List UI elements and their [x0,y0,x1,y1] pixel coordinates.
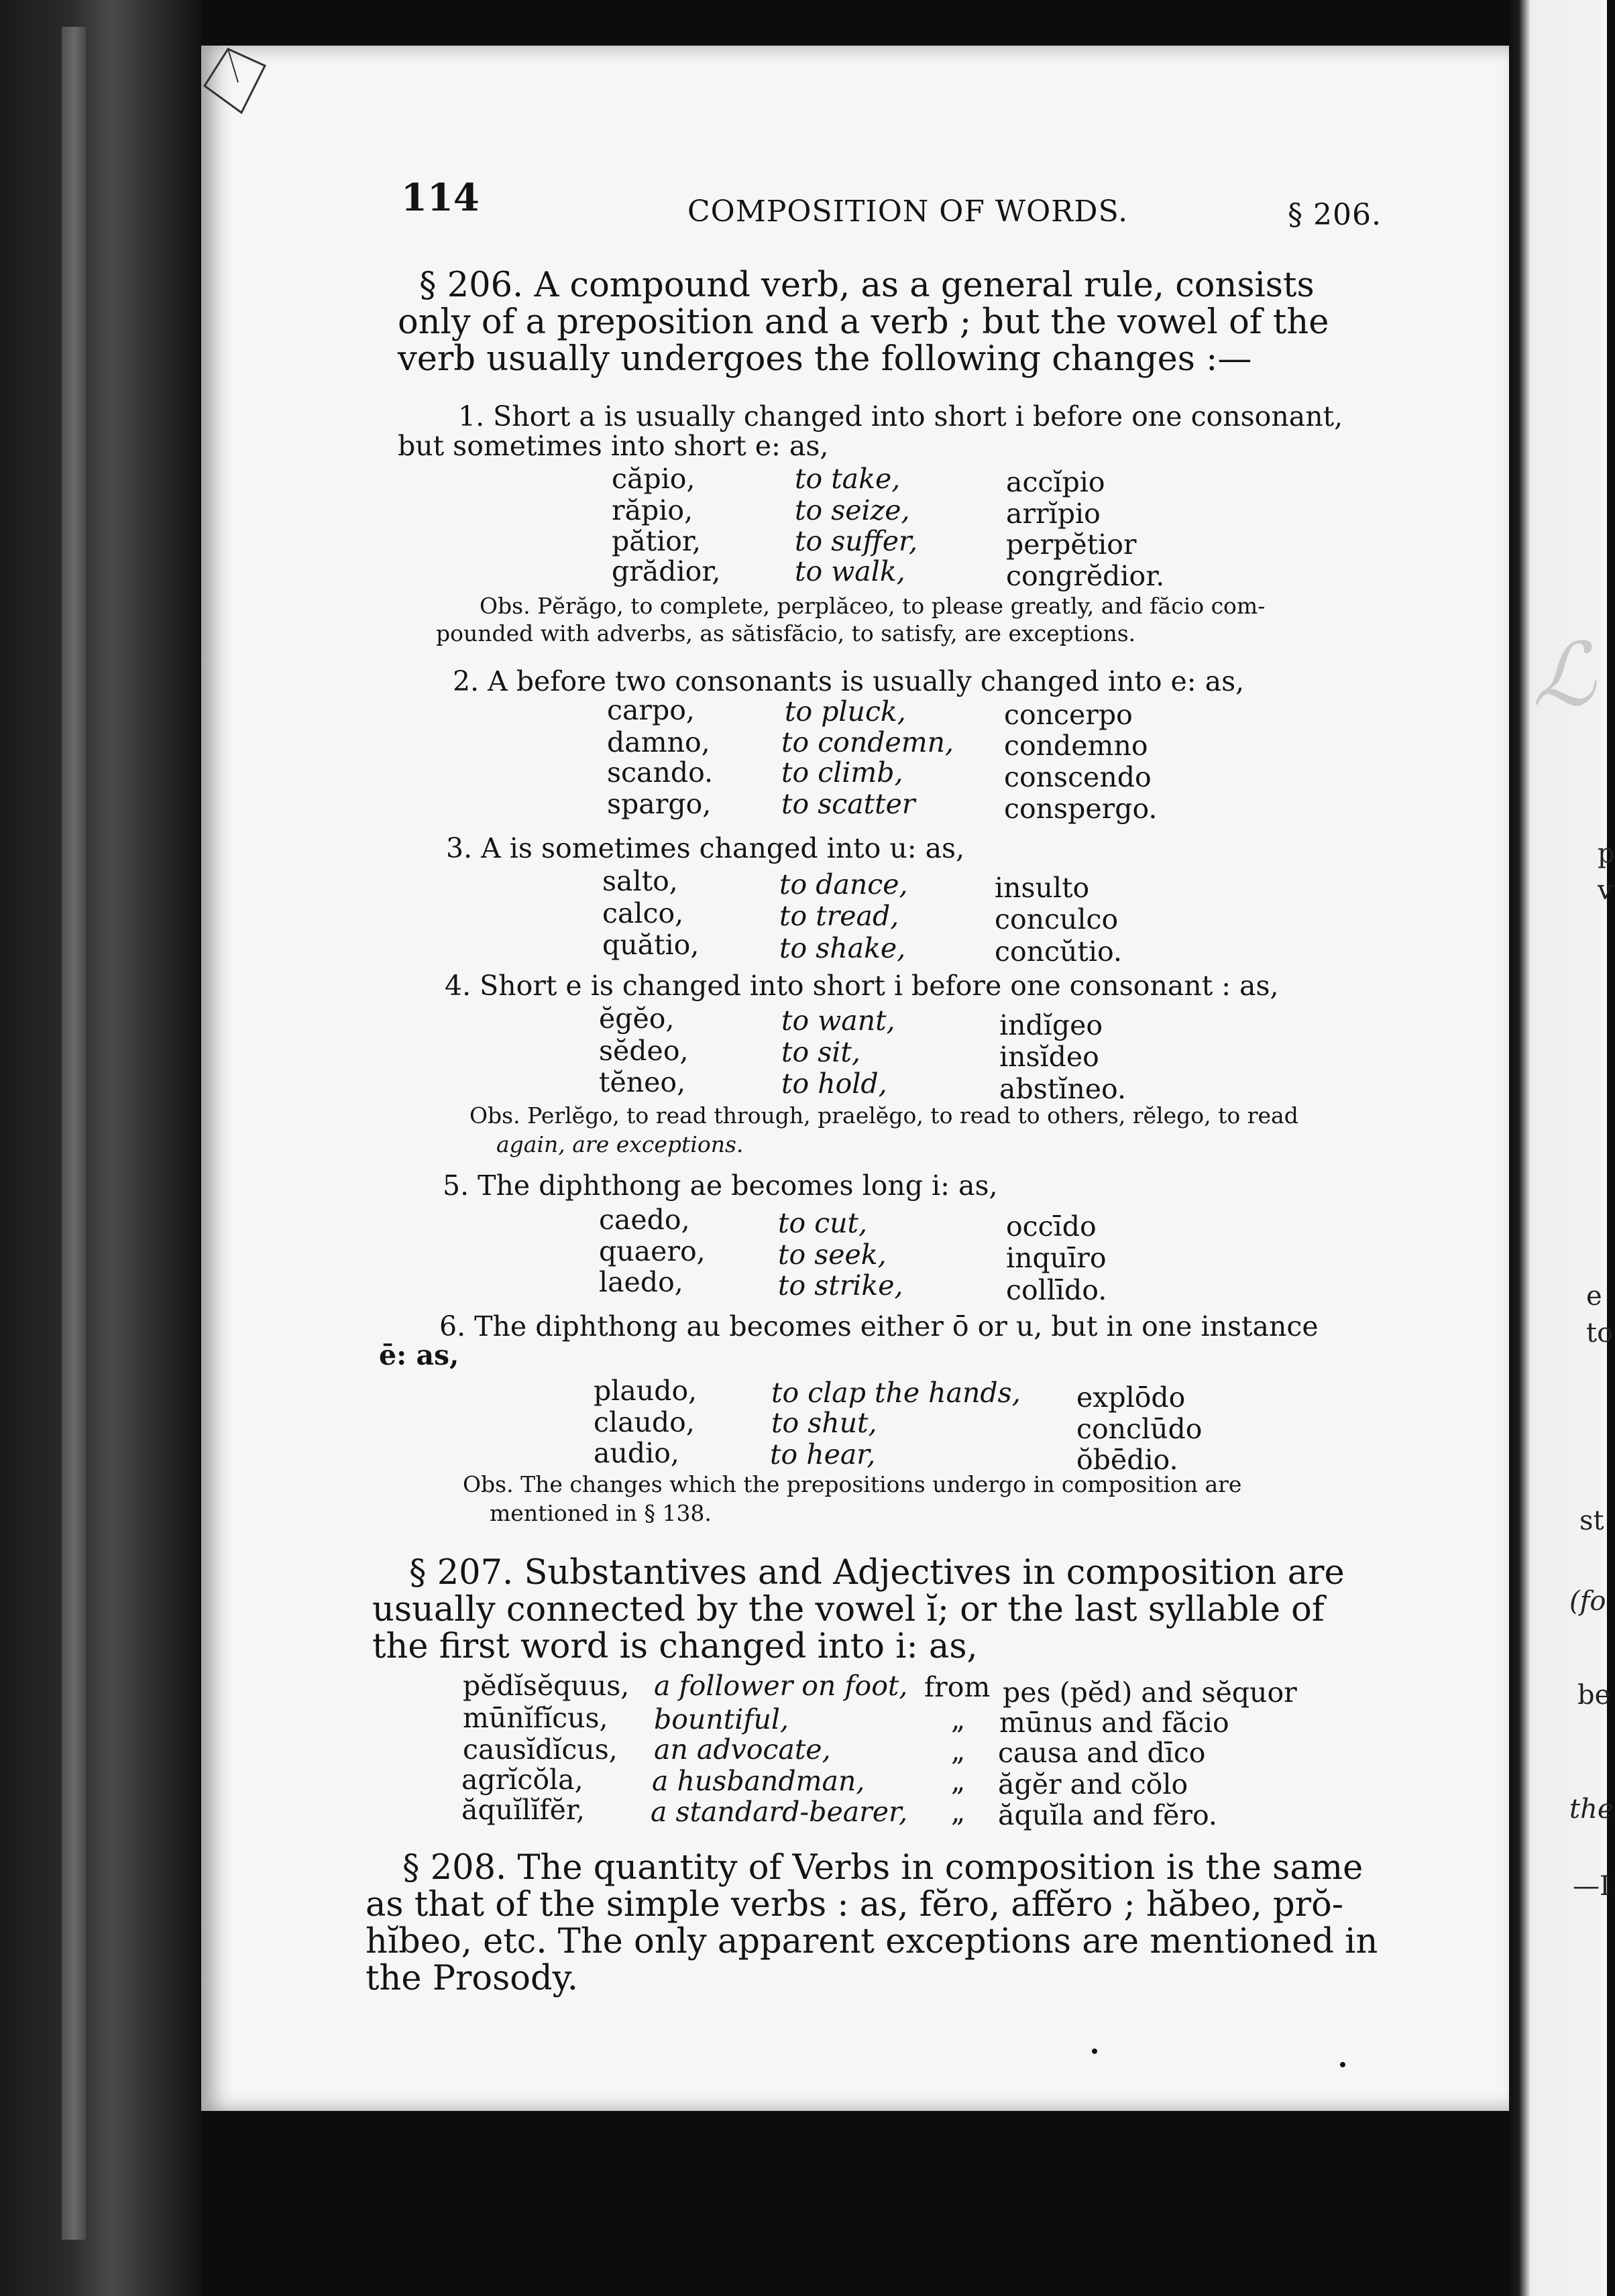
section-208-line: hĭbeo, etc. The only apparent exceptions are mentioned in [366,1922,1378,1961]
english-meaning: a standard-bearer, [651,1796,908,1828]
obs-note-line: Obs. The changes which the prepositions undergo in composition are [463,1471,1242,1497]
english-meaning: to scatter [781,788,915,820]
compound-verb: explōdo [1076,1381,1186,1414]
ditto-mark: „ [951,1796,966,1828]
latin-word: scando. [607,756,714,789]
english-meaning: to clap the hands, [771,1377,1021,1409]
section-208-line: § 208. The quantity of Verbs in composition is the same [402,1848,1363,1888]
from-marker: from [924,1671,991,1703]
section-208-line: as that of the simple verbs : as, fĕro, affĕro ; hăbeo, prŏ- [366,1885,1344,1925]
english-meaning: to strike, [778,1269,903,1302]
rule-line: 1. Short a is usually changed into short i before one consonant, [458,400,1343,433]
compound-verb: concerpo [1004,699,1133,731]
compound-verb: occīdo [1006,1210,1097,1243]
adjacent-text-fragment: st [1579,1505,1604,1536]
english-meaning: a follower on foot, [654,1670,908,1702]
compound-verb: insulto [995,872,1090,904]
english-meaning: to hold, [781,1068,887,1100]
latin-word: caedo, [599,1204,690,1236]
compound-verb: congrĕdior. [1006,560,1165,592]
compound-verb: condemno [1004,730,1148,762]
rule-line: 3. A is sometimes changed into u: as, [446,832,965,864]
latin-word: sĕdeo, [599,1035,689,1067]
english-meaning: to hear, [770,1438,876,1471]
folded-corner-icon [201,46,275,119]
origin-words: pes (pĕd) and sĕquor [1003,1676,1297,1709]
latin-word: ăquĭlĭfĕr, [461,1794,585,1826]
obs-note-line: pounded with adverbs, as sătisfăcio, to satisfy, are exceptions. [436,620,1136,646]
english-meaning: to dance, [779,868,908,901]
ink-speck [1092,2049,1097,2054]
obs-note-line: mentioned in § 138. [490,1500,712,1526]
english-meaning: an advocate, [654,1733,831,1766]
latin-word: salto, [602,865,678,897]
english-meaning: to seek, [778,1239,887,1271]
latin-word: răpio, [612,494,693,526]
compound-verb: inquīro [1006,1242,1107,1274]
latin-word: quătio, [602,929,700,961]
latin-word: pătior, [612,525,702,557]
latin-word: calco, [602,897,684,929]
book-binding [0,0,201,2296]
adjacent-text-fragment: the [1569,1794,1614,1825]
section-207-intro-line: usually connected by the vowel ĭ; or the last syllable of [372,1590,1325,1629]
adjacent-text-fragment: p [1598,838,1615,869]
english-meaning: to suffer, [795,525,918,557]
compound-verb: arrĭpio [1006,498,1101,530]
compound-verb: concŭtio. [995,935,1123,968]
latin-word: quaero, [599,1235,706,1267]
compound-verb: conscendo [1004,761,1152,793]
ditto-mark: „ [951,1735,966,1767]
rule-line: 5. The diphthong ae becomes long i: as, [443,1169,998,1202]
origin-words: mūnus and făcio [999,1707,1229,1739]
ditto-mark: „ [951,1765,966,1797]
compound-verb: indĭgeo [999,1009,1103,1041]
english-meaning: to cut, [778,1207,868,1239]
adjacent-page [1509,0,1607,2296]
running-title: COMPOSITION OF WORDS. [687,194,1129,229]
rule-line: 2. A before two consonants is usually changed into e: as, [453,665,1245,697]
section-206-intro-line: § 206. A compound verb, as a general rule, consists [419,266,1315,305]
origin-words: causa and dīco [998,1737,1206,1769]
page-number: 114 [401,176,480,220]
english-meaning: a husbandman, [652,1765,865,1797]
adjacent-text-fragment: be [1577,1680,1611,1711]
compound-verb: conculco [995,903,1119,935]
pencil-mark: ℒ [1533,624,1596,726]
english-meaning: to pluck, [785,695,906,728]
latin-word: tĕneo, [599,1066,686,1098]
latin-word: claudo, [594,1406,695,1438]
obs-note-line: Obs. Perlĕgo, to read through, praelĕgo, to read to others, rĕlego, to read [469,1102,1298,1129]
english-meaning: to walk, [795,555,905,587]
latin-word: pĕdĭsĕquus, [463,1670,630,1702]
english-meaning: to shut, [771,1407,877,1439]
section-208-line: the Prosody. [366,1959,578,1998]
compound-verb: conspergo. [1004,793,1158,825]
adjacent-text-fragment: (fo [1569,1586,1606,1617]
rule-line: 4. Short e is changed into short i before one consonant : as, [445,970,1279,1002]
rule-line: ē: as, [379,1339,459,1371]
latin-word: agrĭcŏla, [461,1764,583,1796]
section-reference: § 206. [1288,198,1382,232]
binding-edge [62,27,86,2240]
adjacent-text-fragment: —I [1573,1871,1610,1902]
section-206-intro-line: verb usually undergoes the following changes :— [398,339,1252,379]
latin-word: laedo, [599,1266,683,1298]
ink-speck [1340,2062,1345,2067]
english-meaning: to condemn, [781,726,954,758]
section-207-intro-line: the first word is changed into i: as, [372,1627,978,1666]
latin-word: audio, [594,1437,679,1469]
compound-verb: perpĕtior [1006,528,1137,561]
english-meaning: to climb, [781,756,903,789]
compound-verb: conclūdo [1076,1413,1203,1445]
latin-word: damno, [607,726,710,758]
rule-line: 6. The diphthong au becomes either ō or u, but in one instance [439,1310,1319,1342]
latin-word: carpo, [607,694,695,726]
origin-words: ăquĭla and fĕro. [998,1799,1217,1831]
english-meaning: to tread, [779,900,899,932]
latin-word: causĭdĭcus, [463,1733,618,1766]
english-meaning: to seize, [795,494,910,526]
adjacent-text-fragment: e [1586,1281,1602,1312]
latin-word: plaudo, [594,1375,698,1407]
english-meaning: to take, [795,463,901,495]
origin-words: ăgĕr and cŏlo [998,1768,1188,1800]
adjacent-text-fragment: v [1598,875,1613,906]
ditto-mark: „ [951,1703,966,1735]
adjacent-text-fragment: to [1586,1318,1614,1348]
compound-verb: insĭdeo [999,1041,1099,1073]
english-meaning: to shake, [779,932,906,964]
english-meaning: bountiful, [654,1703,789,1735]
section-206-intro-line: only of a preposition and a verb ; but the vowel of the [398,302,1329,342]
rule-line: but sometimes into short e: as, [398,430,829,462]
obs-note-line: Obs. Pĕrăgo, to complete, perplăceo, to please greatly, and făcio com- [480,593,1266,619]
english-meaning: to sit, [781,1036,860,1068]
compound-verb: accĭpio [1006,466,1105,498]
compound-verb: ŏbēdio. [1076,1444,1178,1476]
latin-word: căpio, [612,463,695,495]
compound-verb: abstĭneo. [999,1073,1126,1105]
obs-note-line: again, are exceptions. [496,1131,744,1157]
latin-word: grădior, [612,555,721,587]
latin-word: spargo, [607,788,712,820]
latin-word: mūnĭfĭcus, [463,1702,608,1734]
compound-verb: collīdo. [1006,1274,1107,1306]
section-207-intro-line: § 207. Substantives and Adjectives in composition are [409,1553,1345,1593]
latin-word: ĕgĕo, [599,1002,675,1035]
english-meaning: to want, [781,1005,895,1037]
